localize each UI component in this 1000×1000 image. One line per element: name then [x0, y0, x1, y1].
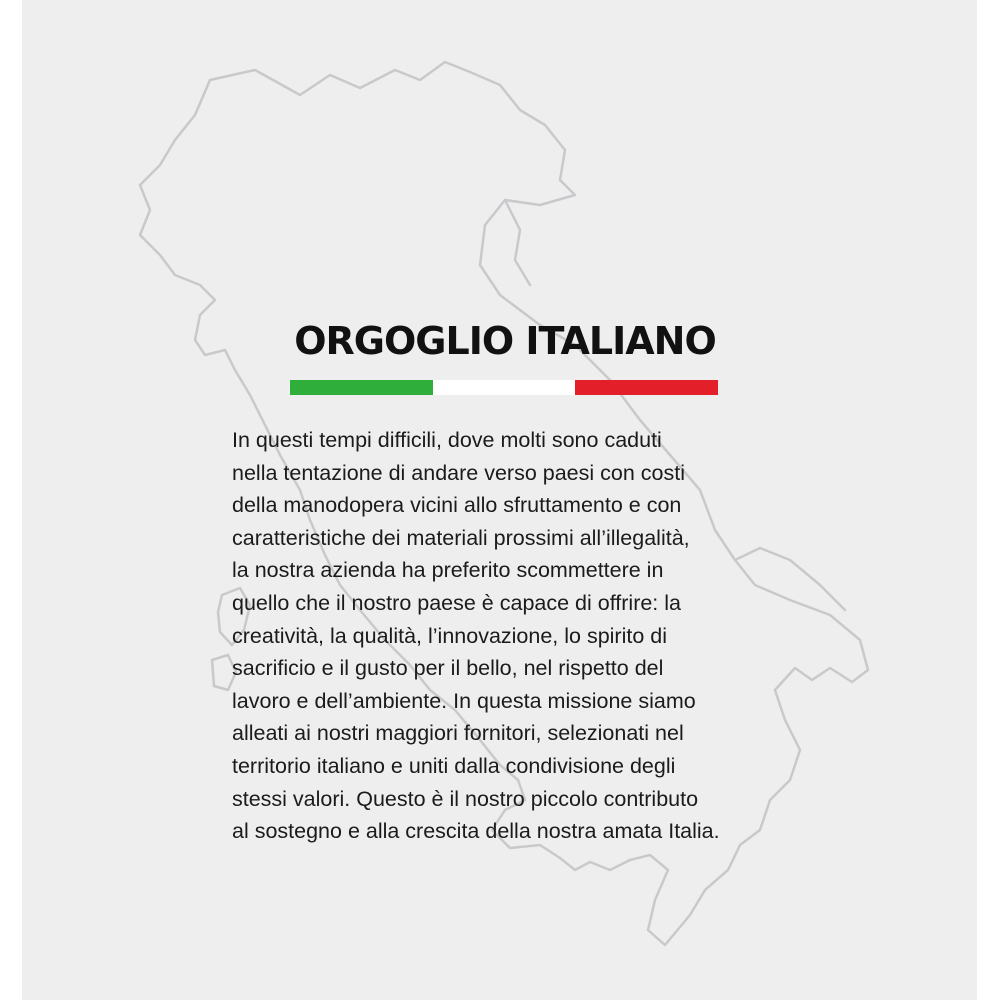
body-line: la nostra azienda ha preferito scommettere in	[232, 558, 664, 583]
body-line: alleati ai nostri maggiori fornitori, selezionati nel	[232, 721, 684, 746]
body-line: della manodopera vicini allo sfruttamento e con	[232, 493, 682, 518]
body-line: al sostegno e alla crescita della nostra amata Italia.	[232, 819, 720, 844]
page-title: ORGOGLIO ITALIANO	[294, 319, 716, 363]
body-line: caratteristiche dei materiali prossimi all’illegalità,	[232, 525, 690, 550]
body-line: territorio italiano e uniti dalla condivisione degli	[232, 753, 676, 778]
region-border-outline	[505, 200, 530, 285]
body-line: creatività, la qualità, l’innovazione, lo spirito di	[232, 623, 668, 648]
italian-flag-bar	[290, 380, 718, 395]
body-line: quello che il nostro paese è capace di offrire: la	[232, 590, 681, 615]
body-line: sacrificio e il gusto per il bello, nel rispetto del	[232, 656, 664, 681]
body-line: nella tentazione di andare verso paesi con costi	[232, 460, 685, 485]
body-line: lavoro e dell’ambiente. In questa missione siamo	[232, 688, 696, 713]
flag-white-stripe	[433, 380, 576, 395]
flag-red-stripe	[575, 380, 718, 395]
body-paragraph	[232, 424, 777, 848]
body-line: In questi tempi difficili, dove molti sono caduti	[232, 428, 662, 452]
body-line: stessi valori. Questo è il nostro piccolo contributo	[232, 786, 699, 811]
flag-green-stripe	[290, 380, 433, 395]
